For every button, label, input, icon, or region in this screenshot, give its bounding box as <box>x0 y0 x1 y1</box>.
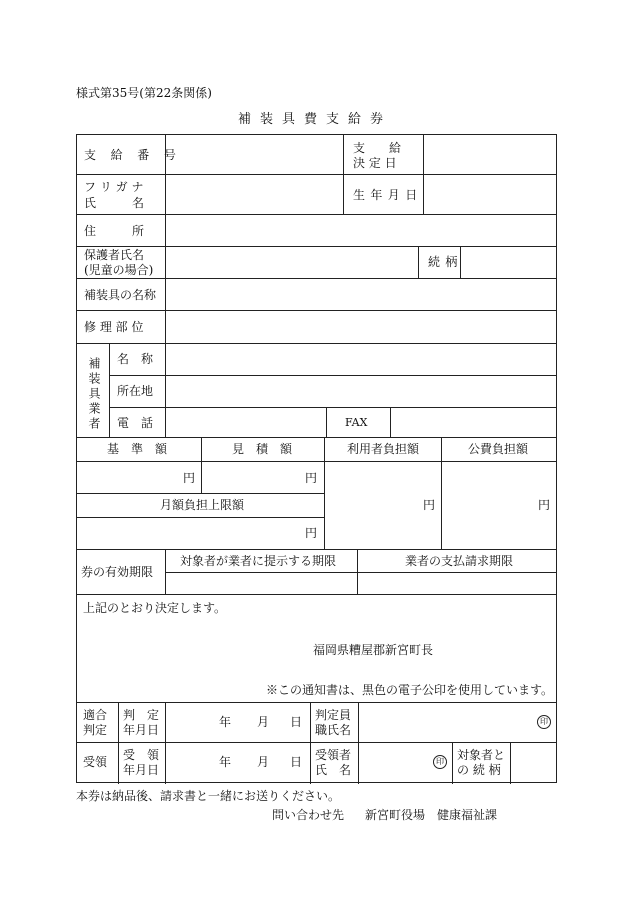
claim-deadline-label: 業者の支払請求期限 <box>405 554 514 568</box>
judgment-day: 日 <box>290 715 303 729</box>
user-burden-yen: 円 <box>423 498 436 512</box>
recipient-label-line2: 氏 名 <box>315 763 352 777</box>
recipient-label-line1: 受領者 <box>315 748 352 762</box>
birthdate-label: 生年月日 <box>353 188 423 202</box>
contact-label: 問い合わせ先 <box>272 808 345 822</box>
user-burden-label: 利用者負担額 <box>347 442 420 456</box>
estimate-amount-label: 見 積 額 <box>232 442 293 456</box>
vendor-name-label: 名 称 <box>117 352 154 366</box>
public-burden-label: 公費負担額 <box>468 442 529 456</box>
receipt-month: 月 <box>257 755 270 769</box>
decision-statement: 上記のとおり決定します。 <box>83 601 227 615</box>
device-name-label: 補装具の名称 <box>84 288 157 302</box>
judgment-year: 年 <box>219 715 232 729</box>
estimate-yen: 円 <box>305 471 318 485</box>
monthly-limit-yen: 円 <box>305 526 318 540</box>
officer-seal-icon: 印 <box>537 715 551 729</box>
voucher-table <box>76 134 557 783</box>
name-label: 氏 名 <box>84 196 145 210</box>
form-title: 補装具費支給券 <box>237 112 392 127</box>
receipt-label: 受領 <box>83 755 108 769</box>
address-label: 住 所 <box>84 224 145 238</box>
judgment-date-label-line2: 年月日 <box>123 723 160 737</box>
receipt-date-label-line2: 年月日 <box>123 763 160 777</box>
judgment-label-line2: 判定 <box>83 723 108 737</box>
vendor-location-label: 所在地 <box>117 384 154 398</box>
payment-number-label: 支 給 番 号 <box>84 148 182 162</box>
judgment-month: 月 <box>257 715 270 729</box>
guardian-label-line1: 保護者氏名 <box>84 248 145 262</box>
receipt-day: 日 <box>290 755 303 769</box>
contact-office: 新宮町役場 健康福祉課 <box>365 808 498 822</box>
footer-instruction: 本券は納品後、請求書と一緒にお送りください。 <box>76 789 341 803</box>
form-number: 様式第35号(第22条関係) <box>76 86 212 100</box>
fax-label: FAX <box>345 416 368 429</box>
issuer-name: 福岡県糟屋郡新宮町長 <box>313 643 434 657</box>
present-deadline-label: 対象者が業者に提示する期限 <box>180 554 337 568</box>
receipt-date-label-line1: 受 領 <box>123 748 160 762</box>
judgment-label-line1: 適合 <box>83 708 108 722</box>
decision-date-label-line1: 支 給 <box>353 141 402 155</box>
officer-label-line2: 職氏名 <box>315 723 352 737</box>
relation-label-line1: 対象者と <box>457 748 506 762</box>
standard-yen: 円 <box>183 471 196 485</box>
officer-label-line1: 判定員 <box>315 708 352 722</box>
public-burden-yen: 円 <box>538 498 551 512</box>
vendor-group-label: 補装具業者 <box>87 357 101 432</box>
furigana-label: フ リ ガ ナ <box>84 180 144 194</box>
monthly-limit-label: 月額負担上限額 <box>160 498 245 512</box>
repair-part-label: 修 理 部 位 <box>84 320 144 334</box>
relationship-label: 続柄 <box>428 255 463 269</box>
validity-label: 券の有効期限 <box>81 565 154 579</box>
recipient-seal-icon: 印 <box>433 755 447 769</box>
seal-note: ※この通知書は、黒色の電子公印を使用しています。 <box>266 683 554 697</box>
judgment-date-label-line1: 判 定 <box>123 708 160 722</box>
receipt-year: 年 <box>219 755 232 769</box>
standard-amount-label: 基 準 額 <box>107 442 168 456</box>
vendor-phone-label: 電 話 <box>117 416 154 430</box>
relation-label-line2: の 続 柄 <box>457 763 501 777</box>
guardian-label-line2: (児童の場合) <box>84 263 154 277</box>
decision-date-label-line2: 決 定 日 <box>353 156 397 170</box>
